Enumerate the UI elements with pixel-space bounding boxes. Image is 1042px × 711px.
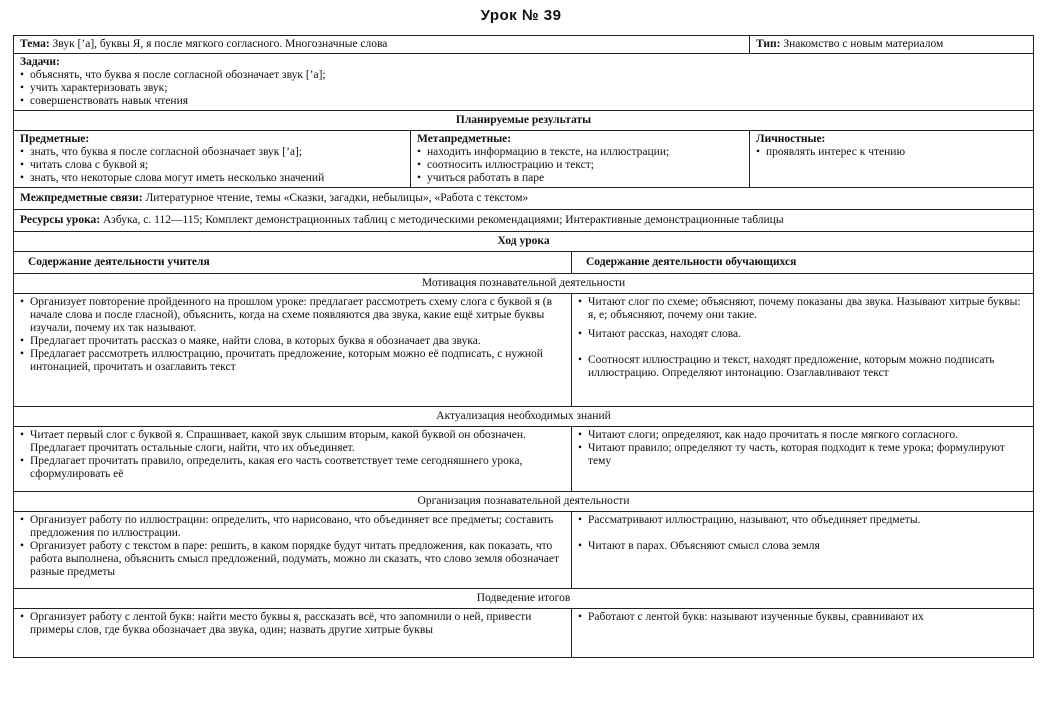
stage-content-row: [14, 294, 1034, 407]
list-item: • объяснять, что буква я после согласной обозначает звук [’а];: [20, 69, 1027, 82]
tasks-list: [20, 69, 1027, 108]
teacher-activity-cell: [14, 294, 572, 407]
list-item: • находить информацию в тексте, на иллюстрации;: [417, 146, 743, 159]
list-item: • знать, что некоторые слова могут иметь несколько значений: [20, 172, 404, 185]
teacher-column-header: Содержание деятельности учителя: [14, 252, 572, 274]
teacher-activity-list: [20, 611, 565, 637]
student-activity-cell: [572, 427, 1034, 492]
list-item: • учить характеризовать звук;: [20, 82, 1027, 95]
course-heading-row: [14, 232, 1034, 252]
stage-title-row: [14, 589, 1034, 609]
stage-title-row: [14, 274, 1034, 294]
lesson-plan-table: [13, 35, 1034, 658]
resources-label: Ресурсы урока:: [20, 214, 101, 226]
stage-title: Организация познавательной деятельности: [14, 492, 1034, 512]
list-item: • Читают слог по схеме; объясняют, почему показаны два звука. Называют хитрые буквы: я, е; объясняют, почему они такие.: [578, 296, 1027, 322]
type-cell: [750, 36, 1034, 54]
personal-results-label: Личностные:: [756, 133, 826, 145]
list-item: • Организует работу с лентой букв: найти место буквы я, рассказать всё, что запомнили о ней, привести примеры слов, где буква обозначает два звука, один; назвать другие хитрые буквы: [20, 611, 565, 637]
results-heading-row: [14, 111, 1034, 131]
resources-cell: [14, 210, 1034, 232]
personal-results-list: [756, 146, 1027, 159]
student-activity-list: [578, 611, 1027, 624]
course-heading: Ход урока: [14, 232, 1034, 252]
subject-results-cell: [14, 131, 411, 188]
stage-title: Актуализация необходимых знаний: [14, 407, 1034, 427]
student-column-header: Содержание деятельности обучающихся: [572, 252, 1034, 274]
page-title: Урок № 39: [480, 7, 562, 24]
list-item: • Читает первый слог с буквой я. Спрашивает, какой звук слышим вторым, какой буквой он обозначен. Предлагает прочитать остальные слоги, найти, что их объединяет.: [20, 429, 565, 455]
resources-text: Азбука, с. 112—115; Комплект демонстрационных таблиц с методическими рекомендациями; Интерактивные демонстрационные таблицы: [102, 214, 784, 226]
list-item: • Предлагает прочитать рассказ о маяке, найти слова, в которых буква я обозначает два звука.: [20, 335, 565, 348]
list-item: • Предлагает рассмотреть иллюстрацию, прочитать предложение, которым можно её подписать, с нужной интонацией, прочитать и озаглавить текст: [20, 348, 565, 374]
student-activity-list: [578, 514, 1027, 553]
list-item: • Читают рассказ, находят слова.: [578, 328, 1027, 341]
meta-results-cell: [411, 131, 750, 188]
tasks-cell: [14, 54, 1034, 111]
stage-title: Подведение итогов: [14, 589, 1034, 609]
list-item: • Организует работу с текстом в паре: решить, в каком порядке будут читать предложения, как показать, что работа выполнена, объяснить смысл предложений, подумать, можно ли сказать, что слово земля обозначает разные предметы: [20, 540, 565, 579]
personal-results-cell: [750, 131, 1034, 188]
list-item: • Работают с лентой букв: называют изученные буквы, сравнивают их: [578, 611, 1027, 624]
list-item: • Рассматривают иллюстрацию, называют, что объединяет предметы.: [578, 514, 1027, 527]
course-columns-row: [14, 252, 1034, 274]
topic-row: [14, 36, 1034, 54]
list-item: • знать, что буква я после согласной обозначает звук [’а];: [20, 146, 404, 159]
list-item: • Организует работу по иллюстрации: определить, что нарисовано, что объединяет все предметы; составить предложения по иллюстрации.: [20, 514, 565, 540]
stage-title-row: [14, 407, 1034, 427]
student-activity-cell: [572, 294, 1034, 407]
teacher-activity-list: [20, 514, 565, 579]
student-activity-list: [578, 296, 1027, 380]
stage-title-row: [14, 492, 1034, 512]
links-text: Литературное чтение, темы «Сказки, загадки, небылицы», «Работа с текстом»: [145, 192, 529, 204]
links-row: [14, 188, 1034, 210]
resources-row: [14, 210, 1034, 232]
topic-cell: [14, 36, 750, 54]
list-item: • соотносить иллюстрацию и текст;: [417, 159, 743, 172]
list-item: • Читают в парах. Объясняют смысл слова земля: [578, 540, 1027, 553]
topic-text: Звук [’а], буквы Я, я после мягкого согласного. Многозначные слова: [52, 38, 388, 50]
type-label: Тип:: [756, 38, 781, 50]
student-activity-cell: [572, 512, 1034, 589]
results-row: [14, 131, 1034, 188]
stage-content-row: [14, 609, 1034, 658]
list-item: • читать слова с буквой я;: [20, 159, 404, 172]
meta-results-list: [417, 146, 743, 185]
type-text: Знакомство с новым материалом: [783, 38, 944, 50]
list-item: • Соотносят иллюстрацию и текст, находят предложение, которым можно подписать иллюстрацию. Определяют интонацию. Озаглавливают текст: [578, 354, 1027, 380]
list-item: • Читают слоги; определяют, как надо прочитать я после мягкого согласного.: [578, 429, 1027, 442]
stage-title: Мотивация познавательной деятельности: [14, 274, 1034, 294]
list-item: • Читают правило; определяют ту часть, которая подходит к теме урока; формулируют тему: [578, 442, 1027, 468]
teacher-activity-cell: [14, 609, 572, 658]
list-item: • проявлять интерес к чтению: [756, 146, 1027, 159]
topic-label: Тема:: [20, 38, 50, 50]
student-activity-cell: [572, 609, 1034, 658]
stage-content-row: [14, 427, 1034, 492]
teacher-activity-list: [20, 429, 565, 481]
teacher-activity-cell: [14, 427, 572, 492]
results-heading: Планируемые результаты: [14, 111, 1034, 131]
student-activity-list: [578, 429, 1027, 468]
subject-results-list: [20, 146, 404, 185]
teacher-activity-cell: [14, 512, 572, 589]
teacher-activity-list: [20, 296, 565, 374]
stage-content-row: [14, 512, 1034, 589]
list-item: • учиться работать в паре: [417, 172, 743, 185]
list-item: • Организует повторение пройденного на прошлом уроке: предлагает рассмотреть схему слога с буквой я (в начале слова и после гласной), объяснить, когда на схеме появляются два звука, какие ещё хитрые буквы изучали, почему их так называют.: [20, 296, 565, 335]
list-item: • совершенствовать навык чтения: [20, 95, 1027, 108]
tasks-label: Задачи:: [20, 56, 60, 68]
list-item: • Предлагает прочитать правило, определить, какая его часть соответствует теме сегодняшнего урока, сформулировать её: [20, 455, 565, 481]
subject-results-label: Предметные:: [20, 133, 90, 145]
links-cell: [14, 188, 1034, 210]
tasks-row: [14, 54, 1034, 111]
links-label: Межпредметные связи:: [20, 192, 143, 204]
meta-results-label: Метапредметные:: [417, 133, 512, 145]
